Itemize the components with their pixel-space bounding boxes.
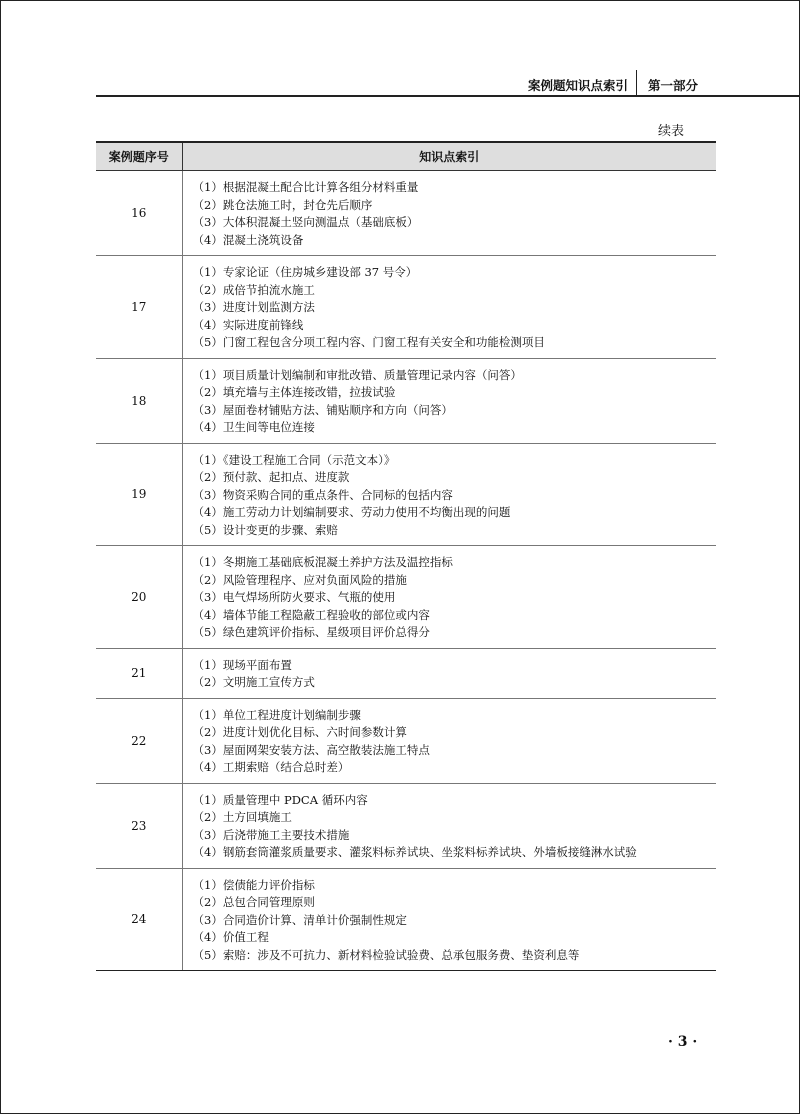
knowledge-points-cell xyxy=(182,256,716,359)
knowledge-point-item: （2）成倍节拍流水施工 xyxy=(192,282,315,297)
knowledge-points-cell xyxy=(182,546,716,649)
knowledge-point-list xyxy=(183,546,717,648)
knowledge-point-item: （5）绿色建筑评价指标、星级项目评价总得分 xyxy=(192,625,430,639)
knowledge-index-table xyxy=(96,141,716,971)
case-number-cell: 19 xyxy=(96,443,182,546)
table-row xyxy=(96,648,716,698)
knowledge-point-item: （3）屋面网架安装方法、高空散装法施工特点 xyxy=(192,742,430,757)
knowledge-point-item: （1）项目质量计划编制和审批改错、质量管理记录内容（问答） xyxy=(192,367,522,382)
header-rule xyxy=(96,95,800,97)
knowledge-point-item: （4）实际进度前锋线 xyxy=(192,317,304,332)
knowledge-point-item: （4）墙体节能工程隐蔽工程验收的部位或内容 xyxy=(192,607,430,622)
knowledge-point-item: （1）专家论证（住房城乡建设部 37 号令） xyxy=(192,265,418,279)
knowledge-point-item: （1）根据混凝土配合比计算各组分材料重量 xyxy=(192,180,419,194)
knowledge-point-item: （2）总包合同管理原则 xyxy=(192,895,315,909)
knowledge-point-item: （3）合同造价计算、清单计价强制性规定 xyxy=(192,912,407,927)
knowledge-point-item: （2）跳仓法施工时，封仓先后顺序 xyxy=(192,197,373,212)
table-body xyxy=(96,171,716,971)
knowledge-points-cell xyxy=(182,648,716,698)
knowledge-points-cell xyxy=(182,358,716,443)
knowledge-point-item: （4）价值工程 xyxy=(192,930,269,944)
knowledge-point-item: （5）门窗工程包含分项工程内容、门窗工程有关安全和功能检测项目 xyxy=(192,335,545,349)
knowledge-point-list xyxy=(183,444,717,546)
table-row xyxy=(96,698,716,783)
knowledge-points-cell xyxy=(182,443,716,546)
knowledge-point-item: （3）屋面卷材铺贴方法、铺贴顺序和方向（问答） xyxy=(192,402,453,417)
continued-label: 续表 xyxy=(658,124,685,139)
knowledge-point-item: （3）进度计划监测方法 xyxy=(192,300,315,314)
knowledge-point-item: （2）填充墙与主体连接改错，拉拔试验 xyxy=(192,385,396,399)
table-header-row xyxy=(96,142,716,171)
knowledge-point-item: （1）质量管理中 PDCA 循环内容 xyxy=(192,792,368,807)
knowledge-point-list xyxy=(183,784,717,868)
table-row xyxy=(96,358,716,443)
knowledge-point-list xyxy=(183,256,717,358)
knowledge-point-list xyxy=(183,699,717,783)
knowledge-point-list xyxy=(183,171,717,255)
knowledge-point-item: （2）风险管理程序、应对负面风险的措施 xyxy=(192,572,407,587)
knowledge-points-cell xyxy=(182,868,716,971)
case-number-cell: 23 xyxy=(96,783,182,868)
table-row xyxy=(96,171,716,256)
knowledge-point-list xyxy=(183,359,717,443)
knowledge-point-item: （3）物资采购合同的重点条件、合同标的包括内容 xyxy=(192,487,453,502)
knowledge-point-item: （3）后浇带施工主要技术措施 xyxy=(192,827,350,842)
table-row xyxy=(96,783,716,868)
knowledge-point-item: （3）电气焊场所防火要求、气瓶的使用 xyxy=(192,590,396,604)
case-number-cell: 21 xyxy=(96,648,182,698)
knowledge-point-item: （4）施工劳动力计划编制要求、劳动力使用不均衡出现的问题 xyxy=(192,505,511,519)
table-row xyxy=(96,443,716,546)
knowledge-point-item: （5）设计变更的步骤、索赔 xyxy=(192,522,338,537)
knowledge-point-item: （3）大体积混凝土竖向测温点（基础底板） xyxy=(192,215,419,229)
knowledge-point-item: （1）冬期施工基础底板混凝土养护方法及温控指标 xyxy=(192,555,453,569)
case-number-cell: 18 xyxy=(96,358,182,443)
page-number: · 3 · xyxy=(668,1034,698,1050)
knowledge-point-item: （4）工期索赔（结合总时差） xyxy=(192,760,350,774)
knowledge-point-item: （1）现场平面布置 xyxy=(192,657,292,672)
knowledge-point-item: （2）预付款、起扣点、进度款 xyxy=(192,470,350,484)
knowledge-point-item: （1）单位工程进度计划编制步骤 xyxy=(192,707,361,722)
knowledge-point-item: （1）偿债能力评价指标 xyxy=(192,877,315,892)
running-header-part: 第一部分 xyxy=(648,78,699,93)
knowledge-point-item: （2）土方回填施工 xyxy=(192,810,292,824)
case-number-cell: 20 xyxy=(96,546,182,649)
table-row xyxy=(96,256,716,359)
case-number-cell: 16 xyxy=(96,171,182,256)
knowledge-point-item: （4）混凝土浇筑设备 xyxy=(192,232,304,247)
knowledge-points-cell xyxy=(182,171,716,256)
knowledge-point-item: （2）进度计划优化目标、六时间参数计算 xyxy=(192,725,407,739)
case-number-cell: 24 xyxy=(96,868,182,971)
case-number-cell: 22 xyxy=(96,698,182,783)
knowledge-points-cell xyxy=(182,698,716,783)
knowledge-point-item: （5）索赔：涉及不可抗力、新材料检验试验费、总承包服务费、垫资利息等 xyxy=(192,947,580,962)
case-number-cell: 17 xyxy=(96,256,182,359)
col-header-knowledge-index: 知识点索引 xyxy=(182,142,716,171)
knowledge-point-item: （1）《建设工程施工合同（示范文本）》 xyxy=(192,452,396,467)
knowledge-point-list xyxy=(183,649,717,698)
col-header-case-number: 案例题序号 xyxy=(96,142,182,171)
knowledge-point-list xyxy=(183,869,717,971)
header-separator xyxy=(636,70,637,96)
table-row xyxy=(96,868,716,971)
knowledge-point-item: （2）文明施工宣传方式 xyxy=(192,675,315,689)
knowledge-point-item: （4）钢筋套筒灌浆质量要求、灌浆料标养试块、坐浆料标养试块、外墙板接缝淋水试验 xyxy=(192,845,637,859)
knowledge-point-item: （4）卫生间等电位连接 xyxy=(192,420,315,434)
knowledge-points-cell xyxy=(182,783,716,868)
table-row xyxy=(96,546,716,649)
running-header-title: 案例题知识点索引 xyxy=(527,78,628,93)
